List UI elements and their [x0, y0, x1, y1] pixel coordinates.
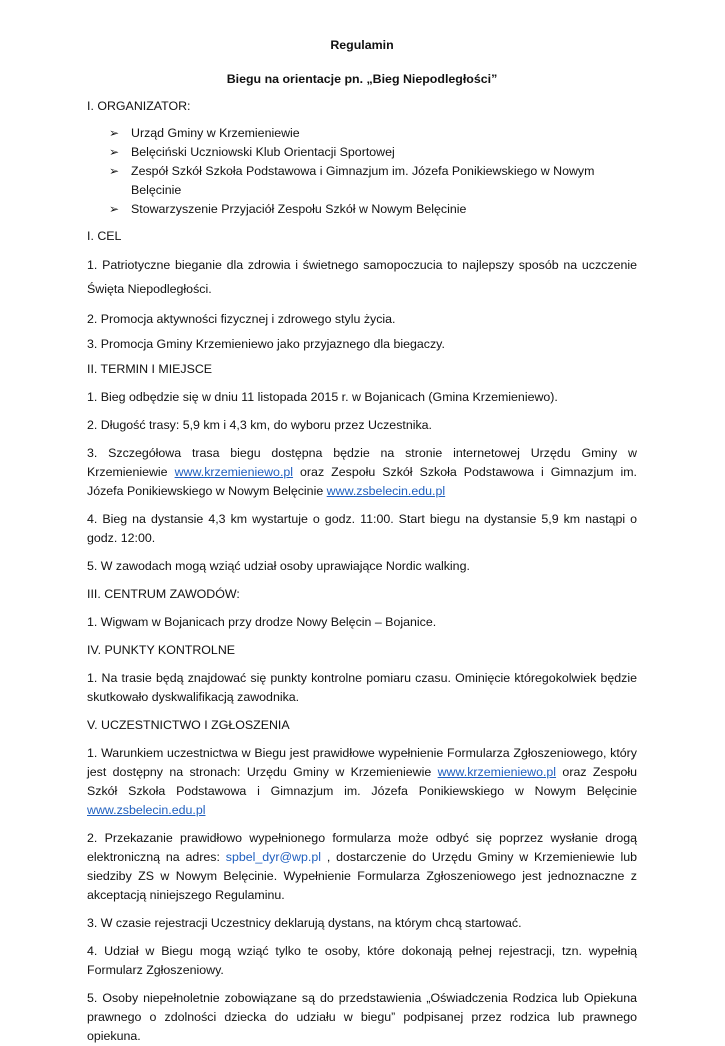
section-heading-participation: V. UCZESTNICTWO I ZGŁOSZENIA: [87, 718, 290, 732]
paragraph: 3. W czasie rejestracji Uczestnicy deklarują dystans, na którym chcą startować.: [87, 916, 522, 930]
link-krzemieniewo[interactable]: www.krzemieniewo.pl: [437, 765, 557, 779]
paragraph: 5. W zawodach mogą wziąć udział osoby uprawiające Nordic walking.: [87, 559, 470, 573]
email-link[interactable]: spbel_dyr@wp.pl: [225, 850, 321, 864]
arrow-bullet-icon: ➢: [109, 145, 120, 159]
paragraph: 1. Warunkiem uczestnictwa w Biegu jest prawidłowe wypełnienie Formularza Zgłoszeniowego, który jest dostępny na stronach: Urzędu Gminy w Krzemieniewie www.krzemieniewo.pl oraz Zespołu Szkół Szkoła Podstawowa i Gimnazjum im. Józefa Ponikiewskiego w Nowym Belęcinie www.zsbelecin.edu.pl: [87, 746, 637, 817]
arrow-bullet-icon: ➢: [109, 164, 120, 178]
paragraph: 4. Bieg na dystansie 4,3 km wystartuje o godz. 11:00. Start biegu na dystansie 5,9 km nastąpi o godz. 12:00.: [87, 512, 637, 545]
document-page: [87, 30, 637, 1046]
paragraph: 2. Przekazanie prawidłowo wypełnionego formularza może odbyć się poprzez wysłanie drogą elektroniczną na adres: spbel_dyr@wp.pl , dostarczenie do Urzędu Gminy w Krzemieniewie lub siedziby ZS w Nowym Belęcinie. Wypełnienie Formularza Zgłoszeniowego jest jednoznaczne z akceptacją niniejszego Regulaminu.: [87, 831, 637, 902]
list-item: ➢ Urząd Gminy w Krzemieniewie: [109, 124, 637, 143]
section-heading-date-place: II. TERMIN I MIEJSCE: [87, 362, 213, 376]
document-subtitle: Biegu na orientacje pn. „Bieg Niepodległości”: [226, 72, 498, 86]
paragraph: 1. Bieg odbędzie się w dniu 11 listopada 2015 r. w Bojanicach (Gmina Krzemieniewo).: [87, 390, 558, 404]
paragraph: 5. Osoby niepełnoletnie zobowiązane są do przedstawienia „Oświadczenia Rodzica lub Opiekuna prawnego o zdolności dziecka do udziału w biegu” podpisanej przez rodzica lub prawnego opiekuna.: [87, 991, 637, 1043]
section-heading-competition-center: III. CENTRUM ZAWODÓW:: [87, 587, 240, 601]
link-krzemieniewo[interactable]: www.krzemieniewo.pl: [174, 465, 294, 479]
list-item: ➢ Belęciński Uczniowski Klub Orientacji Sportowej: [109, 143, 637, 162]
paragraph: 1. Patriotyczne bieganie dla zdrowia i świetnego samopoczucia to najlepszy sposób na uczczenie Święta Niepodległości.: [87, 258, 637, 296]
paragraph: 1. Na trasie będą znajdować się punkty kontrolne pomiaru czasu. Ominięcie któregokolwiek będzie skutkowało dyskwalifikacją zawodnika.: [87, 671, 637, 704]
organizer-list: [87, 124, 637, 219]
arrow-bullet-icon: ➢: [109, 202, 120, 216]
paragraph: 1. Wigwam w Bojanicach przy drodze Nowy Belęcin – Bojanice.: [87, 615, 437, 629]
paragraph: 3. Promocja Gminy Krzemieniewo jako przyjaznego dla biegaczy.: [87, 337, 445, 351]
list-item: ➢ Zespół Szkół Szkoła Podstawowa i Gimnazjum im. Józefa Ponikiewskiego w Nowym Belęcinie: [109, 164, 595, 197]
paragraph: 2. Promocja aktywności fizycznej i zdrowego stylu życia.: [87, 312, 396, 326]
arrow-bullet-icon: ➢: [109, 126, 120, 140]
section-heading-organizer: I. ORGANIZATOR:: [87, 99, 191, 113]
document-title: Regulamin: [330, 38, 394, 52]
link-zsbelecin[interactable]: www.zsbelecin.edu.pl: [326, 484, 446, 498]
section-heading-goal: I. CEL: [87, 229, 122, 243]
paragraph: 2. Długość trasy: 5,9 km i 4,3 km, do wyboru przez Uczestnika.: [87, 418, 433, 432]
paragraph: 4. Udział w Biegu mogą wziąć tylko te osoby, które dokonają pełnej rejestracji, tzn. wypełnią Formularz Zgłoszeniowy.: [87, 944, 637, 977]
link-zsbelecin[interactable]: www.zsbelecin.edu.pl: [87, 803, 206, 817]
paragraph: 3. Szczegółowa trasa biegu dostępna będzie na stronie internetowej Urzędu Gminy w Krzemieniewie www.krzemieniewo.pl oraz Zespołu Szkół Szkoła Podstawowa i Gimnazjum im. Józefa Ponikiewskiego w Nowym Belęcinie www.zsbelecin.edu.pl: [87, 446, 637, 498]
list-item: ➢ Stowarzyszenie Przyjaciół Zespołu Szkół w Nowym Belęcinie: [109, 200, 637, 219]
section-heading-checkpoints: IV. PUNKTY KONTROLNE: [87, 643, 236, 657]
